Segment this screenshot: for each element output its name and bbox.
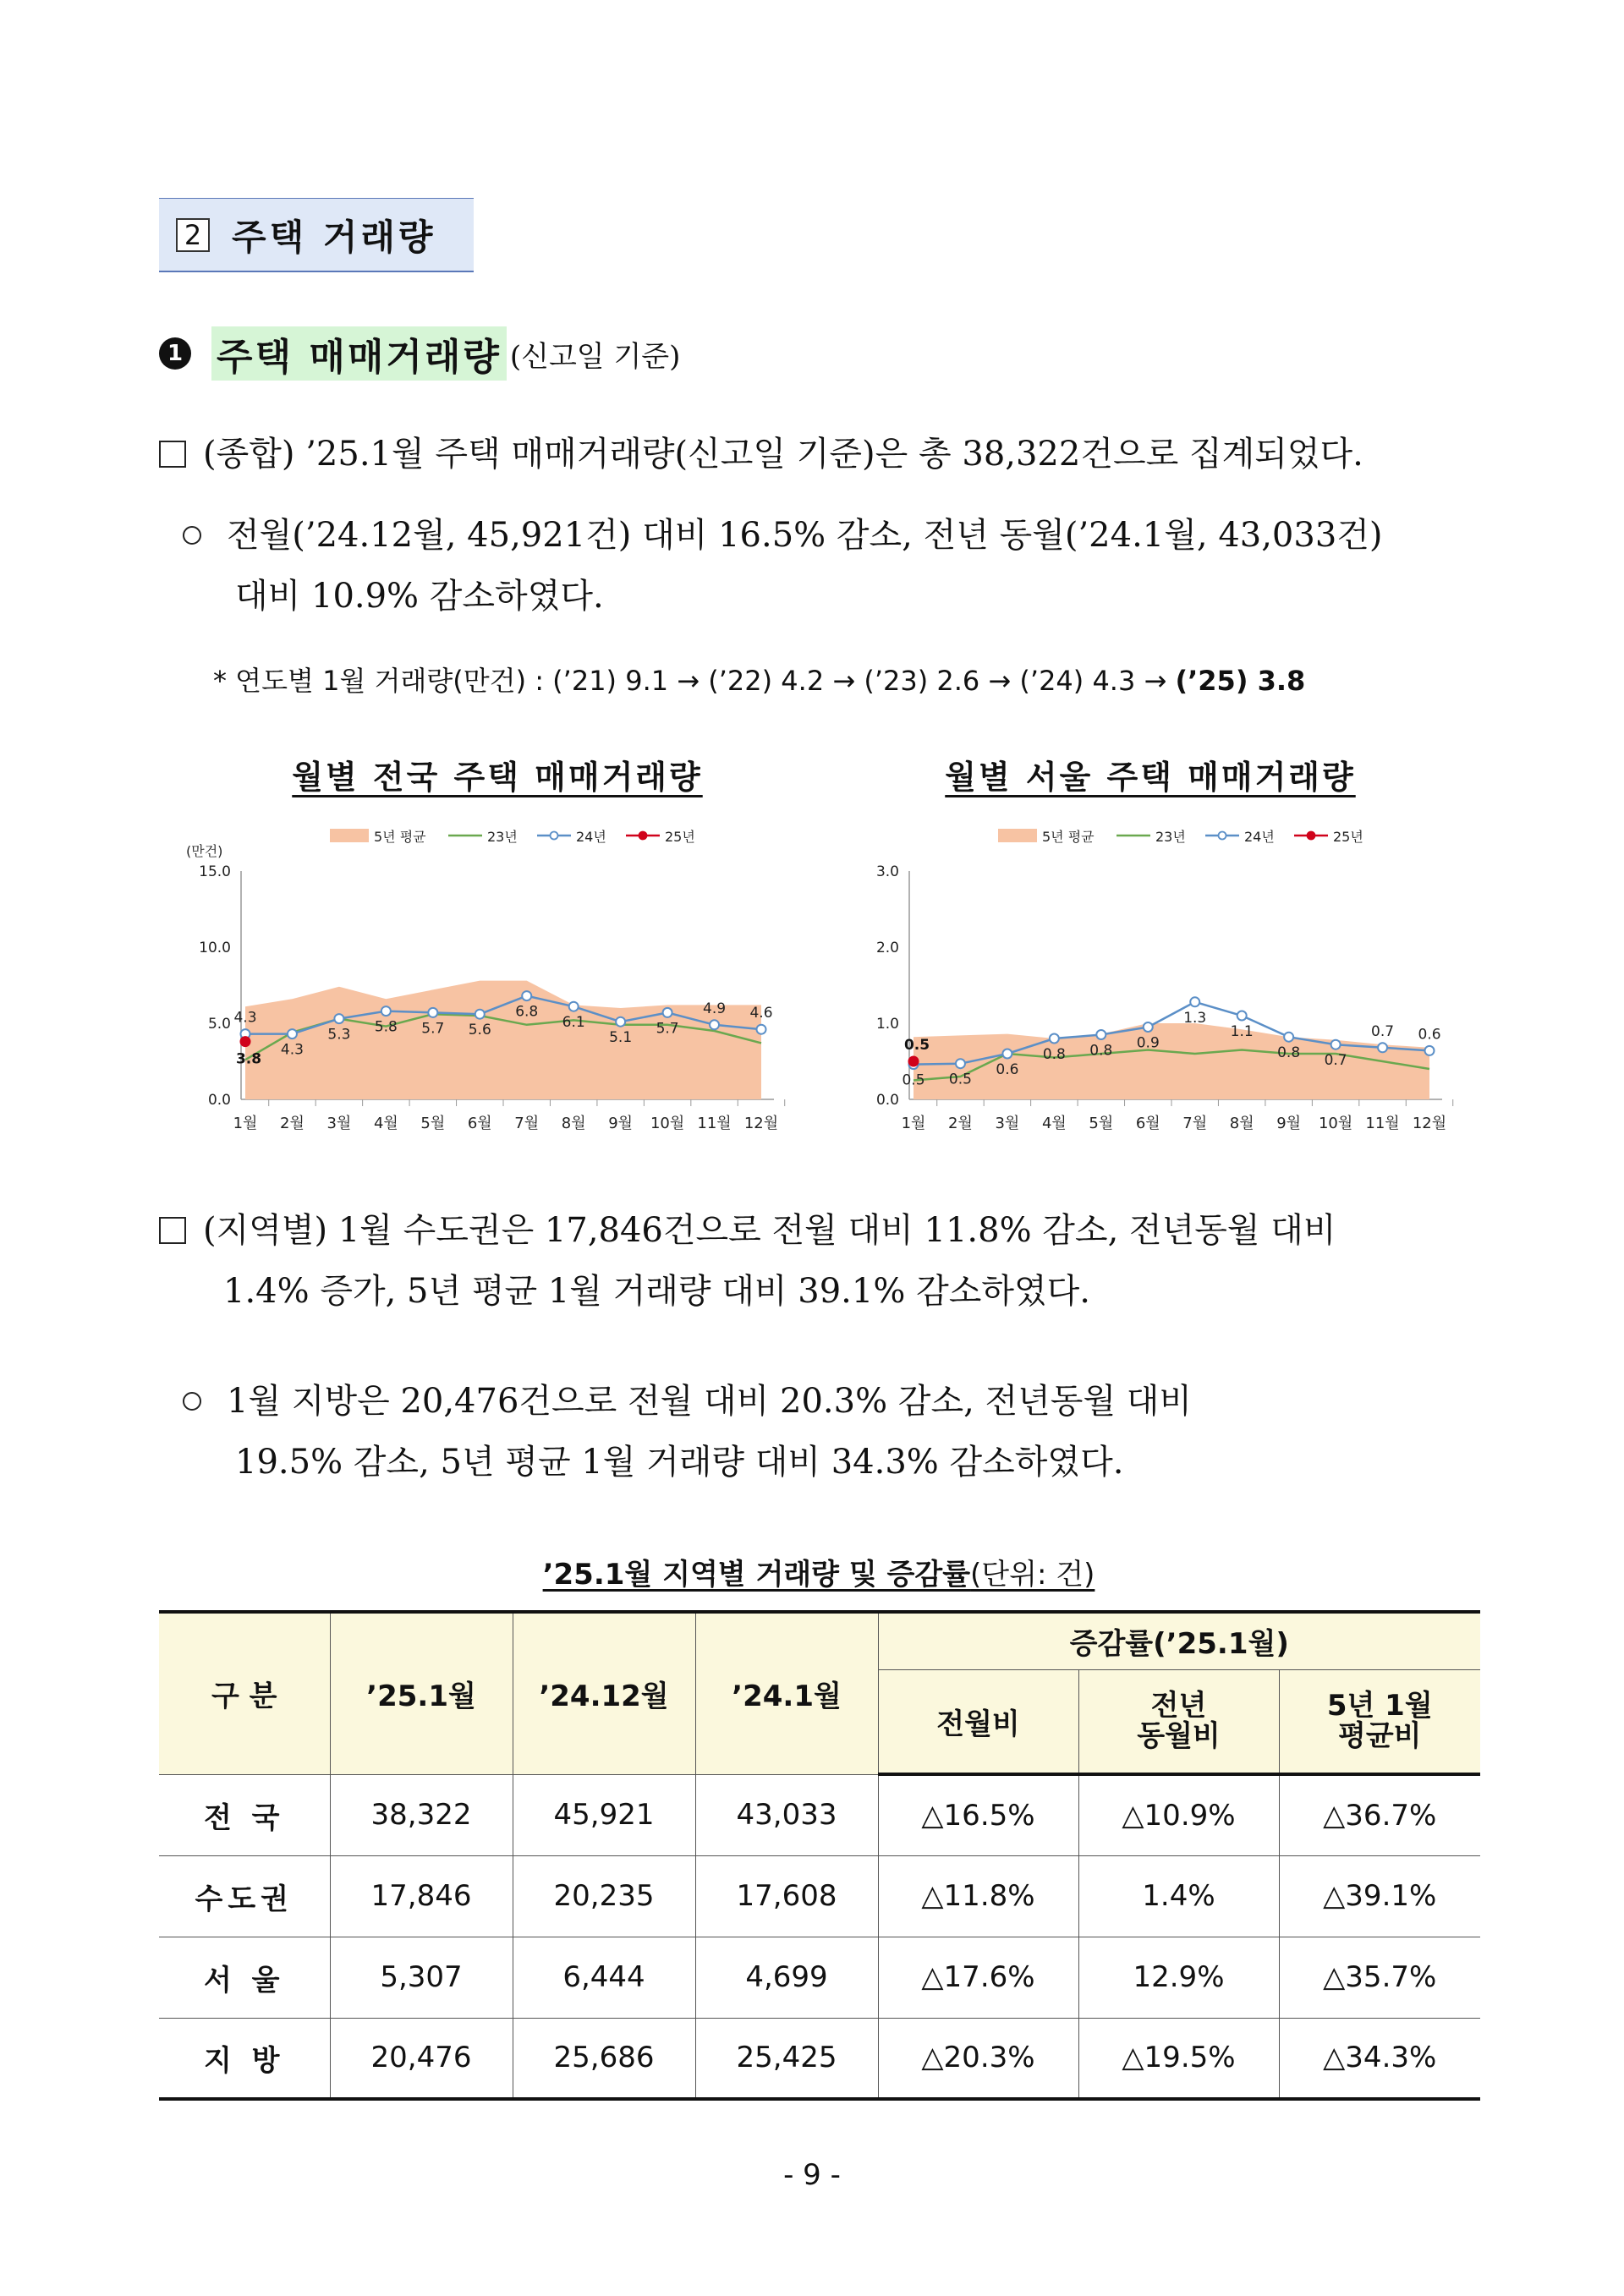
data-label: 0.6	[1418, 1026, 1441, 1044]
data-label: 6.1	[562, 1014, 585, 1032]
data-label-2025: 3.8	[235, 1050, 262, 1068]
data-label: 5.7	[421, 1020, 445, 1038]
paragraph-regional	[159, 1199, 1336, 1262]
table-cell: 12.9%	[1078, 1937, 1279, 2018]
row-header: 수도권	[159, 1855, 330, 1937]
y-tick-label: 10.0	[199, 940, 231, 956]
header-5yr-line1: 5년 1월	[1326, 1689, 1433, 1723]
table-row	[159, 2018, 1480, 2099]
data-label: 0.7	[1371, 1022, 1395, 1040]
x-tick-label: 1월	[233, 1115, 258, 1132]
subheading-number: 1	[159, 337, 191, 370]
paragraph-monthly-change	[183, 504, 1383, 567]
data-point	[663, 1008, 672, 1017]
x-tick-label: 8월	[1229, 1115, 1254, 1132]
data-point	[475, 1010, 485, 1019]
data-label: 5.3	[327, 1026, 351, 1044]
legend-swatch	[998, 829, 1037, 842]
x-tick-label: 9월	[1276, 1115, 1302, 1132]
legend-label: 5년 평균	[1042, 829, 1095, 845]
table-cell: 4,699	[695, 1937, 878, 2018]
paragraph-line: (지역별) 1월 수도권은 17,846건으로 전월 대비 11.8% 감소, 전년동월 대비	[203, 1211, 1336, 1250]
header-5yr	[1279, 1669, 1480, 1774]
legend-label: 23년	[1155, 829, 1186, 845]
y-tick-label: 5.0	[207, 1016, 231, 1033]
table-title	[497, 1551, 1140, 1592]
x-tick-label: 6월	[467, 1115, 492, 1132]
x-tick-label: 12월	[1412, 1115, 1447, 1132]
x-tick-label: 9월	[608, 1115, 634, 1132]
paragraph-provinces-cont	[235, 1431, 1123, 1493]
data-label: 0.9	[1136, 1034, 1160, 1052]
table-cell: △16.5%	[878, 1774, 1078, 1855]
table-cell: △36.7%	[1279, 1774, 1480, 1855]
data-label: 0.6	[996, 1061, 1019, 1078]
section-title: 주택 거래량	[232, 216, 436, 258]
data-point	[1050, 1034, 1059, 1044]
paragraph-monthly-change-cont	[235, 565, 604, 627]
square-bullet-icon	[159, 1217, 186, 1244]
data-point	[1096, 1030, 1106, 1039]
legend-label: 24년	[576, 829, 606, 845]
legend-marker	[639, 832, 647, 840]
data-label: 1.1	[1230, 1023, 1254, 1040]
data-point	[710, 1020, 719, 1029]
data-label: 0.8	[1277, 1044, 1301, 1062]
table-cell: △39.1%	[1279, 1855, 1480, 1937]
table-cell: 6,444	[513, 1937, 695, 2018]
x-tick-label: 11월	[697, 1115, 732, 1132]
x-tick-label: 7월	[1182, 1115, 1208, 1132]
paragraph-summary-text: (종합) ’25.1월 주택 매매거래량(신고일 기준)은 총 38,322건으로 집계되었다.	[203, 435, 1363, 474]
table-cell: △35.7%	[1279, 1937, 1480, 2018]
table-cell: △17.6%	[878, 1937, 1078, 2018]
data-point	[1002, 1049, 1012, 1059]
x-tick-label: 7월	[514, 1115, 540, 1132]
data-label-2025: 0.5	[903, 1037, 930, 1054]
footnote-text: * 연도별 1월 거래량(만건) : (’21) 9.1 → (’22) 4.2 → (’23) 2.6 → (’24) 4.3 →	[213, 665, 1176, 697]
x-tick-label: 4월	[373, 1115, 398, 1132]
data-point	[757, 1025, 766, 1034]
x-tick-label: 5월	[420, 1115, 446, 1132]
table-row	[159, 1855, 1480, 1937]
table-cell: 43,033	[695, 1774, 878, 1855]
header-category: 구 분	[159, 1612, 330, 1774]
data-point	[428, 1008, 437, 1017]
chart-title-seoul: 월별 서울 주택 매매거래량	[945, 759, 1356, 796]
row-header: 전 국	[159, 1774, 330, 1855]
row-header: 서 울	[159, 1937, 330, 2018]
data-point	[1425, 1046, 1435, 1055]
subheading-note: (신고일 기준)	[509, 339, 681, 374]
legend-label: 25년	[665, 829, 695, 845]
paragraph-regional-cont	[223, 1260, 1090, 1323]
table-cell: 17,608	[695, 1855, 878, 1937]
data-point	[288, 1029, 297, 1038]
x-tick-label: 11월	[1365, 1115, 1400, 1132]
area-5yr-avg	[245, 981, 761, 1099]
paragraph-line: 전월(’24.12월, 45,921건) 대비 16.5% 감소, 전년 동월(’24.1월, 43,033건)	[227, 516, 1383, 555]
header-yoy	[1078, 1669, 1279, 1774]
y-tick-label: 2.0	[875, 940, 899, 956]
row-header: 지 방	[159, 2018, 330, 2099]
x-tick-label: 2월	[948, 1115, 973, 1132]
table-cell: 38,322	[330, 1774, 513, 1855]
data-point	[1237, 1011, 1247, 1021]
header-mom: 전월비	[878, 1669, 1078, 1774]
data-label: 4.3	[280, 1041, 304, 1059]
y-tick-label: 3.0	[875, 863, 899, 880]
data-point	[569, 1002, 579, 1011]
subheading	[159, 328, 680, 379]
data-point	[1284, 1033, 1293, 1042]
x-tick-label: 10월	[650, 1115, 685, 1132]
footnote	[213, 660, 1305, 699]
table-cell: △34.3%	[1279, 2018, 1480, 2099]
table-row	[159, 1774, 1480, 1855]
data-point	[616, 1017, 625, 1027]
data-label: 5.7	[656, 1020, 679, 1038]
data-label: 4.3	[233, 1009, 257, 1027]
header-change-rate: 증감률(’25.1월)	[878, 1612, 1480, 1669]
header-jan25: ’25.1월	[330, 1612, 513, 1774]
y-tick-label: 0.0	[207, 1092, 231, 1109]
header-yoy-line1: 전년	[1150, 1689, 1207, 1723]
table-cell: 25,686	[513, 2018, 695, 2099]
data-label: 0.8	[1042, 1046, 1066, 1063]
circle-bullet-icon	[183, 1392, 201, 1411]
table-cell: △11.8%	[878, 1855, 1078, 1937]
paragraph-summary	[159, 423, 1363, 485]
x-tick-label: 12월	[743, 1115, 779, 1132]
data-label: 0.5	[948, 1071, 972, 1088]
x-tick-label: 10월	[1318, 1115, 1353, 1132]
data-label: 5.8	[374, 1018, 398, 1036]
legend-label: 24년	[1244, 829, 1275, 845]
subheading-title: 주택 매매거래량	[211, 326, 507, 381]
paragraph-line: 대비 10.9% 감소하였다.	[235, 577, 604, 616]
table-cell: △19.5%	[1078, 2018, 1279, 2099]
page-number: - 9 -	[783, 2158, 841, 2192]
data-label: 0.7	[1324, 1052, 1347, 1070]
legend-marker	[1219, 832, 1226, 840]
data-point	[1144, 1022, 1153, 1032]
paragraph-line: 19.5% 감소, 5년 평균 1월 거래량 대비 34.3% 감소하였다.	[235, 1443, 1124, 1482]
data-point	[381, 1006, 391, 1016]
y-tick-label: 15.0	[199, 863, 231, 880]
legend-swatch	[330, 829, 369, 842]
data-point-2025	[240, 1037, 250, 1047]
data-label: 0.5	[902, 1071, 925, 1089]
table-unit: (단위: 건)	[970, 1558, 1095, 1592]
paragraph-line: 1월 지방은 20,476건으로 전월 대비 20.3% 감소, 전년동월 대비	[227, 1382, 1193, 1421]
paragraph-provinces	[183, 1370, 1192, 1433]
paragraph-line: 1.4% 증가, 5년 평균 1월 거래량 대비 39.1% 감소하였다.	[223, 1272, 1090, 1311]
header-5yr-line2: 평균비	[1337, 1719, 1422, 1754]
legend-marker	[1308, 832, 1315, 840]
data-label: 5.6	[468, 1022, 491, 1039]
x-tick-label: 3월	[995, 1115, 1020, 1132]
legend-label: 23년	[487, 829, 518, 845]
x-tick-label: 6월	[1135, 1115, 1160, 1132]
data-point	[1331, 1040, 1341, 1049]
table-cell: △10.9%	[1078, 1774, 1279, 1855]
data-label: 6.8	[515, 1003, 539, 1021]
data-point	[334, 1014, 343, 1023]
data-label: 0.8	[1089, 1042, 1113, 1060]
x-tick-label: 2월	[280, 1115, 304, 1132]
x-tick-label: 1월	[901, 1115, 926, 1132]
data-point	[1378, 1043, 1387, 1052]
table-title-text: ’25.1월 지역별 거래량 및 증감률	[542, 1558, 971, 1592]
legend-label: 5년 평균	[374, 829, 426, 845]
section-heading	[159, 198, 474, 272]
chart-title-national: 월별 전국 주택 매매거래량	[292, 759, 703, 796]
table-cell: 1.4%	[1078, 1855, 1279, 1937]
chart-seoul	[837, 812, 1480, 1150]
table-cell: 5,307	[330, 1937, 513, 2018]
data-point	[522, 991, 531, 1000]
y-tick-label: 1.0	[875, 1016, 899, 1033]
data-point	[1190, 997, 1199, 1006]
data-label: 4.6	[749, 1005, 773, 1022]
header-yoy-line2: 동월비	[1137, 1719, 1221, 1754]
y-axis-label: (만건)	[186, 843, 223, 859]
table-cell: 20,476	[330, 2018, 513, 2099]
x-tick-label: 8월	[561, 1115, 586, 1132]
header-jan24: ’24.1월	[695, 1612, 878, 1774]
data-label: 4.9	[703, 1000, 727, 1017]
table-row	[159, 1937, 1480, 2018]
data-label: 5.1	[609, 1029, 633, 1047]
region-table	[159, 1610, 1480, 2101]
header-dec24: ’24.12월	[513, 1612, 695, 1774]
y-tick-label: 0.0	[875, 1092, 899, 1109]
section-number: 2	[176, 218, 210, 252]
table-cell: 25,425	[695, 2018, 878, 2099]
chart-national	[169, 812, 812, 1150]
x-tick-label: 5월	[1089, 1115, 1114, 1132]
x-tick-label: 3월	[326, 1115, 352, 1132]
data-point-2025	[908, 1056, 919, 1066]
footnote-highlight: (’25) 3.8	[1175, 665, 1306, 697]
table-cell: 17,846	[330, 1855, 513, 1937]
data-label: 1.3	[1183, 1009, 1207, 1027]
table-cell: △20.3%	[878, 2018, 1078, 2099]
square-bullet-icon	[159, 441, 186, 468]
legend-marker	[551, 832, 558, 840]
table-cell: 45,921	[513, 1774, 695, 1855]
data-point	[956, 1059, 965, 1068]
circle-bullet-icon	[183, 526, 201, 545]
table-cell: 20,235	[513, 1855, 695, 1937]
x-tick-label: 4월	[1041, 1115, 1067, 1132]
legend-label: 25년	[1333, 829, 1363, 845]
